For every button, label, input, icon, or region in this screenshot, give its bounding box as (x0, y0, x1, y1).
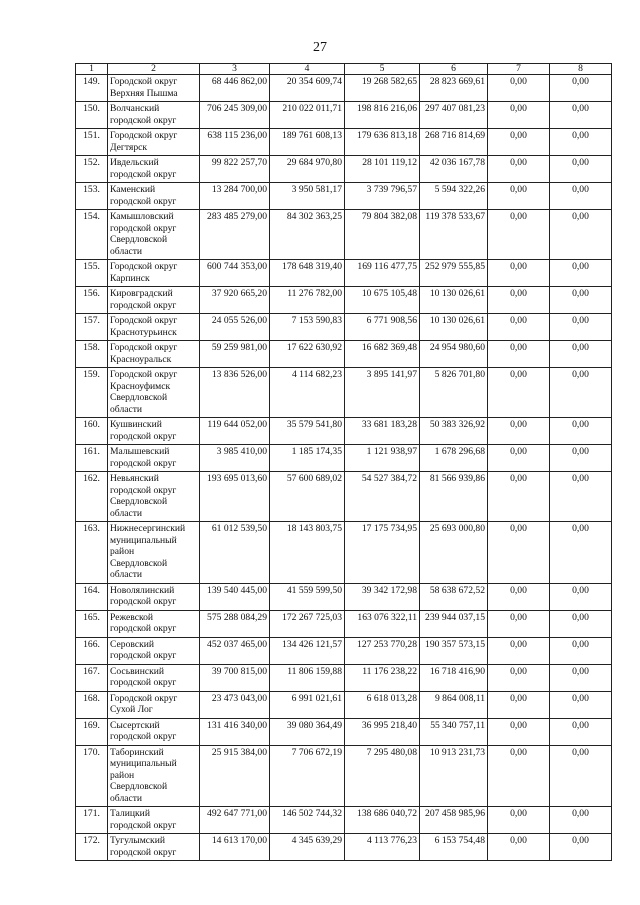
amount-cell-col7: 0,00 (488, 129, 550, 156)
amount-cell-col4: 39 080 364,49 (270, 718, 345, 745)
amount-cell-col3: 68 446 862,00 (200, 75, 270, 102)
municipality-name-line: Таборинский (110, 746, 164, 758)
municipality-name-line: Каменский (110, 184, 156, 195)
amount-cell-col4: 146 502 744,32 (270, 807, 345, 834)
amount-cell-col3: 23 473 043,00 (200, 691, 270, 718)
row-number-cell: 157. (76, 314, 108, 341)
amount-cell-col8: 0,00 (550, 718, 612, 745)
amount-cell-col6: 1 678 296,68 (420, 445, 488, 472)
municipality-name-line: Городской округ (110, 76, 178, 87)
amount-cell-col3: 600 744 353,00 (200, 260, 270, 287)
amount-cell-col6: 58 638 672,52 (420, 583, 488, 610)
amount-cell-col3: 638 115 236,00 (200, 129, 270, 156)
amount-cell-col3: 59 259 981,00 (200, 341, 270, 368)
amount-cell-col6: 42 036 167,78 (420, 156, 488, 183)
amount-cell-col5: 7 295 480,08 (345, 745, 420, 807)
header-row (76, 64, 612, 75)
table-row (76, 183, 612, 210)
table-row (76, 664, 612, 691)
table-row (76, 210, 612, 260)
amount-cell-col5: 10 675 105,48 (345, 287, 420, 314)
municipality-name-cell (108, 341, 200, 368)
amount-cell-col4: 6 991 021,61 (270, 691, 345, 718)
table-row (76, 834, 612, 861)
row-number-cell: 149. (76, 75, 108, 102)
amount-cell-col6: 10 130 026,61 (420, 287, 488, 314)
amount-cell-col4: 11 276 782,00 (270, 287, 345, 314)
amount-cell-col5: 138 686 040,72 (345, 807, 420, 834)
row-number-cell: 170. (76, 745, 108, 807)
row-number-cell: 150. (76, 102, 108, 129)
amount-cell-col8: 0,00 (550, 610, 612, 637)
municipality-name-line: городской округ (110, 650, 177, 661)
amount-cell-col7: 0,00 (488, 834, 550, 861)
amount-cell-col8: 0,00 (550, 314, 612, 341)
municipality-name-line: Городской округ (110, 130, 178, 141)
amount-cell-col3: 24 055 526,00 (200, 314, 270, 341)
table-row (76, 445, 612, 472)
amount-cell-col6: 239 944 037,15 (420, 610, 488, 637)
amount-cell-col4: 84 302 363,25 (270, 210, 345, 260)
table-row (76, 260, 612, 287)
municipality-name-line: городской округ (110, 623, 177, 634)
amount-cell-col6: 297 407 081,23 (420, 102, 488, 129)
amount-cell-col5: 6 618 013,28 (345, 691, 420, 718)
municipality-name-line: Малышевский (110, 446, 170, 457)
amount-cell-col6: 6 153 754,48 (420, 834, 488, 861)
amount-cell-col6: 24 954 980,60 (420, 341, 488, 368)
amount-cell-col5: 36 995 218,40 (345, 718, 420, 745)
amount-cell-col6: 5 594 322,26 (420, 183, 488, 210)
municipality-name-line: Карпинск (110, 272, 150, 284)
municipality-name-line: области (110, 569, 143, 580)
municipality-name-line: области (110, 507, 143, 519)
page-number: 27 (313, 40, 327, 55)
municipality-name-cell (108, 210, 200, 260)
amount-cell-col4: 7 153 590,83 (270, 314, 345, 341)
header-cell: 8 (550, 64, 612, 75)
amount-cell-col7: 0,00 (488, 75, 550, 102)
amount-cell-col8: 0,00 (550, 583, 612, 610)
amount-cell-col5: 19 268 582,65 (345, 75, 420, 102)
amount-cell-col7: 0,00 (488, 583, 550, 610)
amount-cell-col8: 0,00 (550, 522, 612, 584)
amount-cell-col7: 0,00 (488, 210, 550, 260)
table-row (76, 418, 612, 445)
amount-cell-col8: 0,00 (550, 418, 612, 445)
amount-cell-col5: 79 804 382,08 (345, 210, 420, 260)
row-number-cell: 168. (76, 691, 108, 718)
municipality-name-line: городской округ (110, 168, 177, 180)
municipality-name-cell (108, 183, 200, 210)
header-cell: 5 (345, 64, 420, 75)
municipality-name-cell (108, 664, 200, 691)
municipality-name-cell (108, 522, 200, 584)
amount-cell-col8: 0,00 (550, 745, 612, 807)
amount-cell-col3: 283 485 279,00 (200, 210, 270, 260)
municipality-name-cell (108, 418, 200, 445)
budget-table (75, 63, 612, 861)
header-cell: 4 (270, 64, 345, 75)
amount-cell-col3: 452 037 465,00 (200, 637, 270, 664)
municipality-name-cell (108, 314, 200, 341)
amount-cell-col5: 39 342 172,98 (345, 583, 420, 610)
row-number-cell: 152. (76, 156, 108, 183)
amount-cell-col6: 10 130 026,61 (420, 314, 488, 341)
municipality-name-line: Свердловской (110, 557, 168, 569)
amount-cell-col3: 39 700 815,00 (200, 664, 270, 691)
amount-cell-col6: 28 823 669,61 (420, 75, 488, 102)
amount-cell-col4: 4 114 682,23 (270, 368, 345, 418)
municipality-name-line: городской округ (110, 299, 177, 311)
amount-cell-col8: 0,00 (550, 156, 612, 183)
amount-cell-col3: 25 915 384,00 (200, 745, 270, 807)
amount-cell-col4: 4 345 639,29 (270, 834, 345, 861)
municipality-name-line: Свердловской (110, 234, 168, 245)
municipality-name-line: Красноуральск (110, 353, 172, 365)
amount-cell-col5: 54 527 384,72 (345, 472, 420, 522)
amount-cell-col7: 0,00 (488, 183, 550, 210)
amount-cell-col6: 190 357 573,15 (420, 637, 488, 664)
municipality-name-line: Камышловский (110, 211, 174, 222)
amount-cell-col7: 0,00 (488, 745, 550, 807)
header-cell: 3 (200, 64, 270, 75)
amount-cell-col6: 10 913 231,73 (420, 745, 488, 807)
amount-cell-col8: 0,00 (550, 183, 612, 210)
row-number-cell: 156. (76, 287, 108, 314)
amount-cell-col4: 189 761 608,13 (270, 129, 345, 156)
municipality-name-line: Новолялинский (110, 584, 175, 596)
table-row (76, 314, 612, 341)
amount-cell-col3: 61 012 539,50 (200, 522, 270, 584)
municipality-name-line: Верхняя Пышма (110, 87, 178, 99)
table-row (76, 75, 612, 102)
table-row (76, 156, 612, 183)
municipality-name-line: Кировградский (110, 288, 173, 299)
amount-cell-col8: 0,00 (550, 210, 612, 260)
amount-cell-col7: 0,00 (488, 522, 550, 584)
amount-cell-col7: 0,00 (488, 260, 550, 287)
amount-cell-col4: 134 426 121,57 (270, 637, 345, 664)
table-row (76, 522, 612, 584)
amount-cell-col5: 17 175 734,95 (345, 522, 420, 584)
amount-cell-col6: 55 340 757,11 (420, 718, 488, 745)
table-row (76, 368, 612, 418)
municipality-name-line: области (110, 245, 143, 257)
amount-cell-col7: 0,00 (488, 664, 550, 691)
amount-cell-col6: 81 566 939,86 (420, 472, 488, 522)
header-cell: 7 (488, 64, 550, 75)
municipality-name-line: Городской округ (110, 315, 178, 326)
amount-cell-col8: 0,00 (550, 637, 612, 664)
municipality-name-line: городской округ (110, 677, 177, 688)
amount-cell-col6: 25 693 000,80 (420, 522, 488, 584)
municipality-name-line: городской округ (110, 596, 177, 607)
municipality-name-line: Сосьвинский (110, 665, 165, 677)
amount-cell-col3: 14 613 170,00 (200, 834, 270, 861)
amount-cell-col7: 0,00 (488, 637, 550, 664)
row-number-cell: 153. (76, 183, 108, 210)
amount-cell-col4: 35 579 541,80 (270, 418, 345, 445)
table-row (76, 129, 612, 156)
municipality-name-line: области (110, 403, 143, 415)
row-number-cell: 159. (76, 368, 108, 418)
amount-cell-col8: 0,00 (550, 445, 612, 472)
amount-cell-col3: 492 647 771,00 (200, 807, 270, 834)
row-number-cell: 161. (76, 445, 108, 472)
table-body (76, 64, 612, 861)
amount-cell-col3: 706 245 309,00 (200, 102, 270, 129)
amount-cell-col5: 4 113 776,23 (345, 834, 420, 861)
amount-cell-col8: 0,00 (550, 807, 612, 834)
amount-cell-col6: 50 383 326,92 (420, 418, 488, 445)
amount-cell-col5: 11 176 238,22 (345, 664, 420, 691)
municipality-name-cell (108, 583, 200, 610)
amount-cell-col5: 3 895 141,97 (345, 368, 420, 418)
amount-cell-col4: 57 600 689,02 (270, 472, 345, 522)
amount-cell-col8: 0,00 (550, 102, 612, 129)
amount-cell-col7: 0,00 (488, 691, 550, 718)
amount-cell-col5: 163 076 322,11 (345, 610, 420, 637)
municipality-name-line: Волчанский (110, 103, 160, 114)
municipality-name-line: Свердловской (110, 781, 168, 792)
municipality-name-line: муниципальный (110, 758, 177, 769)
table-row (76, 637, 612, 664)
amount-cell-col3: 131 416 340,00 (200, 718, 270, 745)
municipality-name-line: городской округ (110, 484, 177, 496)
table-row (76, 341, 612, 368)
municipality-name-cell (108, 129, 200, 156)
municipality-name-line: Сухой Лог (110, 704, 153, 715)
amount-cell-col7: 0,00 (488, 341, 550, 368)
table-row (76, 287, 612, 314)
amount-cell-col4: 1 185 174,35 (270, 445, 345, 472)
amount-cell-col3: 3 985 410,00 (200, 445, 270, 472)
row-number-cell: 160. (76, 418, 108, 445)
amount-cell-col8: 0,00 (550, 368, 612, 418)
municipality-name-line: городской округ (110, 819, 177, 831)
table-row (76, 718, 612, 745)
row-number-cell: 151. (76, 129, 108, 156)
table-row (76, 472, 612, 522)
header-cell: 1 (76, 64, 108, 75)
amount-cell-col3: 13 284 700,00 (200, 183, 270, 210)
header-cell: 2 (108, 64, 200, 75)
amount-cell-col4: 29 684 970,80 (270, 156, 345, 183)
row-number-cell: 171. (76, 807, 108, 834)
amount-cell-col4: 178 648 319,40 (270, 260, 345, 287)
municipality-name-cell (108, 75, 200, 102)
amount-cell-col6: 252 979 555,85 (420, 260, 488, 287)
municipality-name-line: Красноуфимск (110, 380, 171, 392)
amount-cell-col8: 0,00 (550, 341, 612, 368)
municipality-name-line: муниципальный (110, 534, 177, 546)
municipality-name-cell (108, 834, 200, 861)
amount-cell-col3: 139 540 445,00 (200, 583, 270, 610)
municipality-name-line: Талицкий (110, 808, 150, 819)
municipality-name-cell (108, 718, 200, 745)
municipality-name-line: городской округ (110, 846, 177, 858)
municipality-name-cell (108, 807, 200, 834)
municipality-name-line: Городской округ (110, 342, 178, 353)
amount-cell-col7: 0,00 (488, 287, 550, 314)
table-row (76, 691, 612, 718)
row-number-cell: 163. (76, 522, 108, 584)
amount-cell-col4: 20 354 609,74 (270, 75, 345, 102)
municipality-name-line: Невьянский (110, 473, 159, 484)
municipality-name-line: район (110, 769, 135, 781)
municipality-name-line: Дегтярск (110, 141, 148, 153)
amount-cell-col8: 0,00 (550, 75, 612, 102)
amount-cell-col7: 0,00 (488, 314, 550, 341)
amount-cell-col4: 3 950 581,17 (270, 183, 345, 210)
municipality-name-cell (108, 472, 200, 522)
table-row (76, 807, 612, 834)
municipality-name-line: городской округ (110, 731, 177, 742)
amount-cell-col7: 0,00 (488, 807, 550, 834)
amount-cell-col5: 6 771 908,56 (345, 314, 420, 341)
amount-cell-col3: 37 920 665,20 (200, 287, 270, 314)
municipality-name-line: Серовский (110, 638, 155, 650)
table-row (76, 610, 612, 637)
row-number-cell: 165. (76, 610, 108, 637)
municipality-name-line: городской округ (110, 457, 177, 469)
amount-cell-col8: 0,00 (550, 129, 612, 156)
amount-cell-col7: 0,00 (488, 472, 550, 522)
municipality-name-line: городской округ (110, 114, 177, 126)
municipality-name-cell (108, 102, 200, 129)
municipality-name-line: Тугулымский (110, 835, 165, 846)
municipality-name-cell (108, 610, 200, 637)
amount-cell-col7: 0,00 (488, 156, 550, 183)
amount-cell-col4: 7 706 672,19 (270, 745, 345, 807)
row-number-cell: 162. (76, 472, 108, 522)
municipality-name-line: район (110, 546, 135, 557)
municipality-name-line: Нижнесергинский (110, 523, 186, 534)
amount-cell-col3: 99 822 257,70 (200, 156, 270, 183)
amount-cell-col8: 0,00 (550, 287, 612, 314)
amount-cell-col6: 268 716 814,69 (420, 129, 488, 156)
amount-cell-col3: 13 836 526,00 (200, 368, 270, 418)
municipality-name-line: городской округ (110, 430, 177, 442)
amount-cell-col5: 28 101 119,12 (345, 156, 420, 183)
amount-cell-col5: 127 253 770,28 (345, 637, 420, 664)
amount-cell-col4: 210 022 011,71 (270, 102, 345, 129)
amount-cell-col6: 16 718 416,90 (420, 664, 488, 691)
municipality-name-line: Сысертский (110, 719, 160, 731)
municipality-name-line: Краснотурьинск (110, 326, 177, 338)
municipality-name-cell (108, 156, 200, 183)
municipality-name-cell (108, 260, 200, 287)
amount-cell-col5: 179 636 813,18 (345, 129, 420, 156)
amount-cell-col5: 3 739 796,57 (345, 183, 420, 210)
amount-cell-col8: 0,00 (550, 664, 612, 691)
municipality-name-line: Ивдельский (110, 157, 159, 168)
row-number-cell: 158. (76, 341, 108, 368)
municipality-name-cell (108, 745, 200, 807)
amount-cell-col6: 5 826 701,80 (420, 368, 488, 418)
amount-cell-col3: 193 695 013,60 (200, 472, 270, 522)
header-cell: 6 (420, 64, 488, 75)
amount-cell-col4: 11 806 159,88 (270, 664, 345, 691)
amount-cell-col8: 0,00 (550, 834, 612, 861)
amount-cell-col6: 9 864 008,11 (420, 691, 488, 718)
amount-cell-col4: 172 267 725,03 (270, 610, 345, 637)
amount-cell-col3: 575 288 084,29 (200, 610, 270, 637)
amount-cell-col4: 18 143 803,75 (270, 522, 345, 584)
municipality-name-cell (108, 287, 200, 314)
municipality-name-line: Свердловской (110, 496, 168, 507)
amount-cell-col3: 119 644 052,00 (200, 418, 270, 445)
municipality-name-cell (108, 445, 200, 472)
table-row (76, 745, 612, 807)
amount-cell-col5: 1 121 938,97 (345, 445, 420, 472)
municipality-name-line: городской округ (110, 222, 177, 234)
municipality-name-line: области (110, 792, 143, 804)
municipality-name-line: Кушвинский (110, 419, 162, 430)
municipality-name-cell (108, 368, 200, 418)
municipality-name-line: Городской округ (110, 369, 178, 380)
amount-cell-col8: 0,00 (550, 691, 612, 718)
amount-cell-col5: 198 816 216,06 (345, 102, 420, 129)
municipality-name-line: Свердловской (110, 392, 168, 403)
row-number-cell: 166. (76, 637, 108, 664)
amount-cell-col7: 0,00 (488, 445, 550, 472)
row-number-cell: 169. (76, 718, 108, 745)
row-number-cell: 172. (76, 834, 108, 861)
amount-cell-col8: 0,00 (550, 260, 612, 287)
municipality-name-cell (108, 691, 200, 718)
amount-cell-col7: 0,00 (488, 418, 550, 445)
municipality-name-line: городской округ (110, 195, 177, 207)
row-number-cell: 154. (76, 210, 108, 260)
amount-cell-col5: 33 681 183,28 (345, 418, 420, 445)
table-row (76, 583, 612, 610)
amount-cell-col8: 0,00 (550, 472, 612, 522)
amount-cell-col6: 207 458 985,96 (420, 807, 488, 834)
amount-cell-col4: 17 622 630,92 (270, 341, 345, 368)
row-number-cell: 167. (76, 664, 108, 691)
row-number-cell: 155. (76, 260, 108, 287)
amount-cell-col7: 0,00 (488, 718, 550, 745)
municipality-name-cell (108, 637, 200, 664)
amount-cell-col6: 119 378 533,67 (420, 210, 488, 260)
amount-cell-col5: 16 682 369,48 (345, 341, 420, 368)
municipality-name-line: Городской округ (110, 692, 178, 704)
amount-cell-col7: 0,00 (488, 102, 550, 129)
amount-cell-col7: 0,00 (488, 368, 550, 418)
municipality-name-line: Городской округ (110, 261, 178, 272)
amount-cell-col4: 41 559 599,50 (270, 583, 345, 610)
municipality-name-line: Режевской (110, 611, 154, 623)
amount-cell-col7: 0,00 (488, 610, 550, 637)
table-row (76, 102, 612, 129)
amount-cell-col5: 169 116 477,75 (345, 260, 420, 287)
row-number-cell: 164. (76, 583, 108, 610)
